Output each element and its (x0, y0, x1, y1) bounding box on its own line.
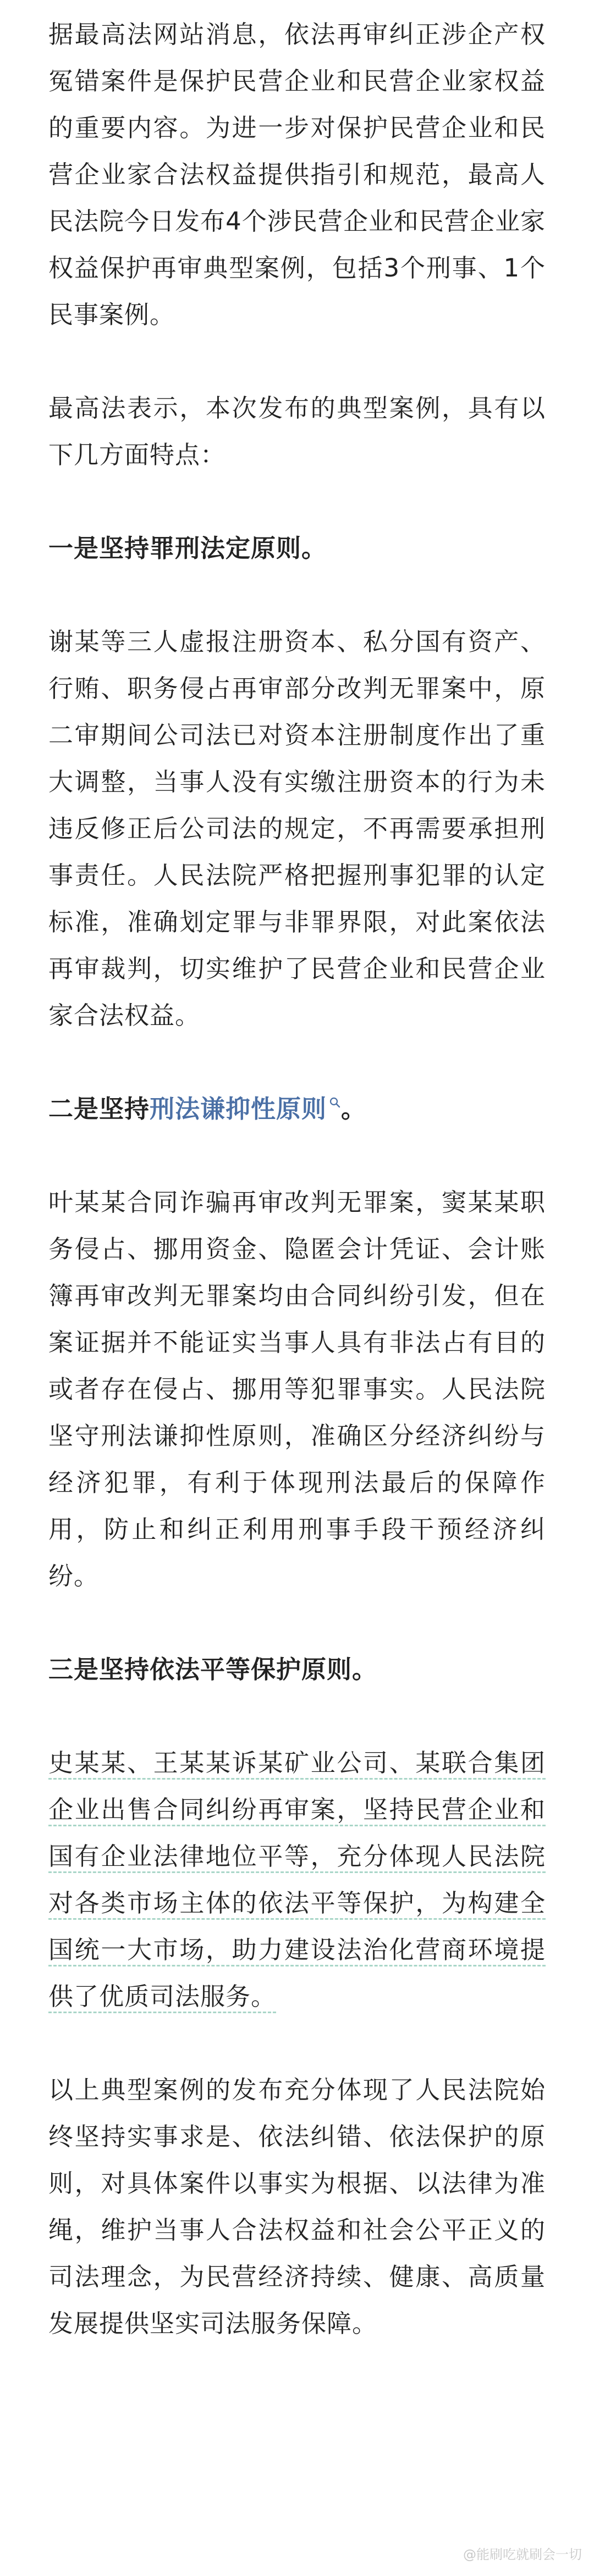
heading-2-prefix: 二是坚持 (48, 1094, 150, 1123)
heading-principle-2 (48, 1085, 546, 1132)
article-body (48, 11, 546, 2394)
paragraph-summary: 最高法表示，本次发布的典型案例，具有以下几方面特点： (48, 394, 546, 469)
paragraph-case-3: 史某某、王某某诉某矿业公司、某联合集团企业出售合同纠纷再审案，坚持民营企业和国有企业法律地位平等，充分体现人民法院对各类市场主体的依法平等保护，为构建全国统一大市场，助力建设法治化营商环境提供了优质司法服务。 (48, 1748, 546, 2011)
heading-principle-1: 一是坚持罪刑法定原则。 (48, 534, 327, 563)
heading-principle-3: 三是坚持依法平等保护原则。 (48, 1655, 378, 1684)
watermark: @能刷吃就刷会一切 (463, 2547, 582, 2562)
paragraph-intro: 据最高法网站消息，依法再审纠正涉企产权冤错案件是保护民营企业和民营企业家权益的重要内容。为进一步对保护民营企业和民营企业家合法权益提供指引和规范，最高人民法院今日发布4个涉民营企业和民营企业家权益保护再审典型案例，包括3个刑事、1个民事案例。 (48, 20, 546, 329)
paragraph-conclusion: 以上典型案例的发布充分体现了人民法院始终坚持实事求是、依法纠错、依法保护的原则，对具体案件以事实为根据、以法律为准绳，维护当事人合法权益和社会公平正义的司法理念，为民营经济持续、健康、高质量发展提供坚实司法服务保障。 (48, 2075, 546, 2338)
paragraph-case-2: 叶某某合同诈骗再审改判无罪案，窦某某职务侵占、挪用资金、隐匿会计凭证、会计账簿再审改判无罪案均由合同纠纷引发，但在案证据并不能证实当事人具有非法占有目的或者存在侵占、挪用等犯罪事实。人民法院坚守刑法谦抑性原则，准确区分经济纠纷与经济犯罪，有利于体现刑法最后的保障作用，防止和纠正利用刑事手段干预经济纠纷。 (48, 1188, 546, 1591)
paragraph-case-1: 谢某等三人虚报注册资本、私分国有资产、行贿、职务侵占再审部分改判无罪案中，原二审期间公司法已对资本注册制度作出了重大调整，当事人没有实缴注册资本的行为未违反修正后公司法的规定，不再需要承担刑事责任。人民法院严格把握刑事犯罪的认定标准，准确划定罪与非罪界限，对此案依法再审裁判，切实维护了民营企业和民营企业家合法权益。 (48, 627, 546, 1030)
search-link-criminal-law-principle[interactable]: 刑法谦抑性原则 (150, 1094, 327, 1123)
heading-2-suffix: 。 (341, 1094, 367, 1123)
search-icon[interactable] (329, 1096, 341, 1109)
